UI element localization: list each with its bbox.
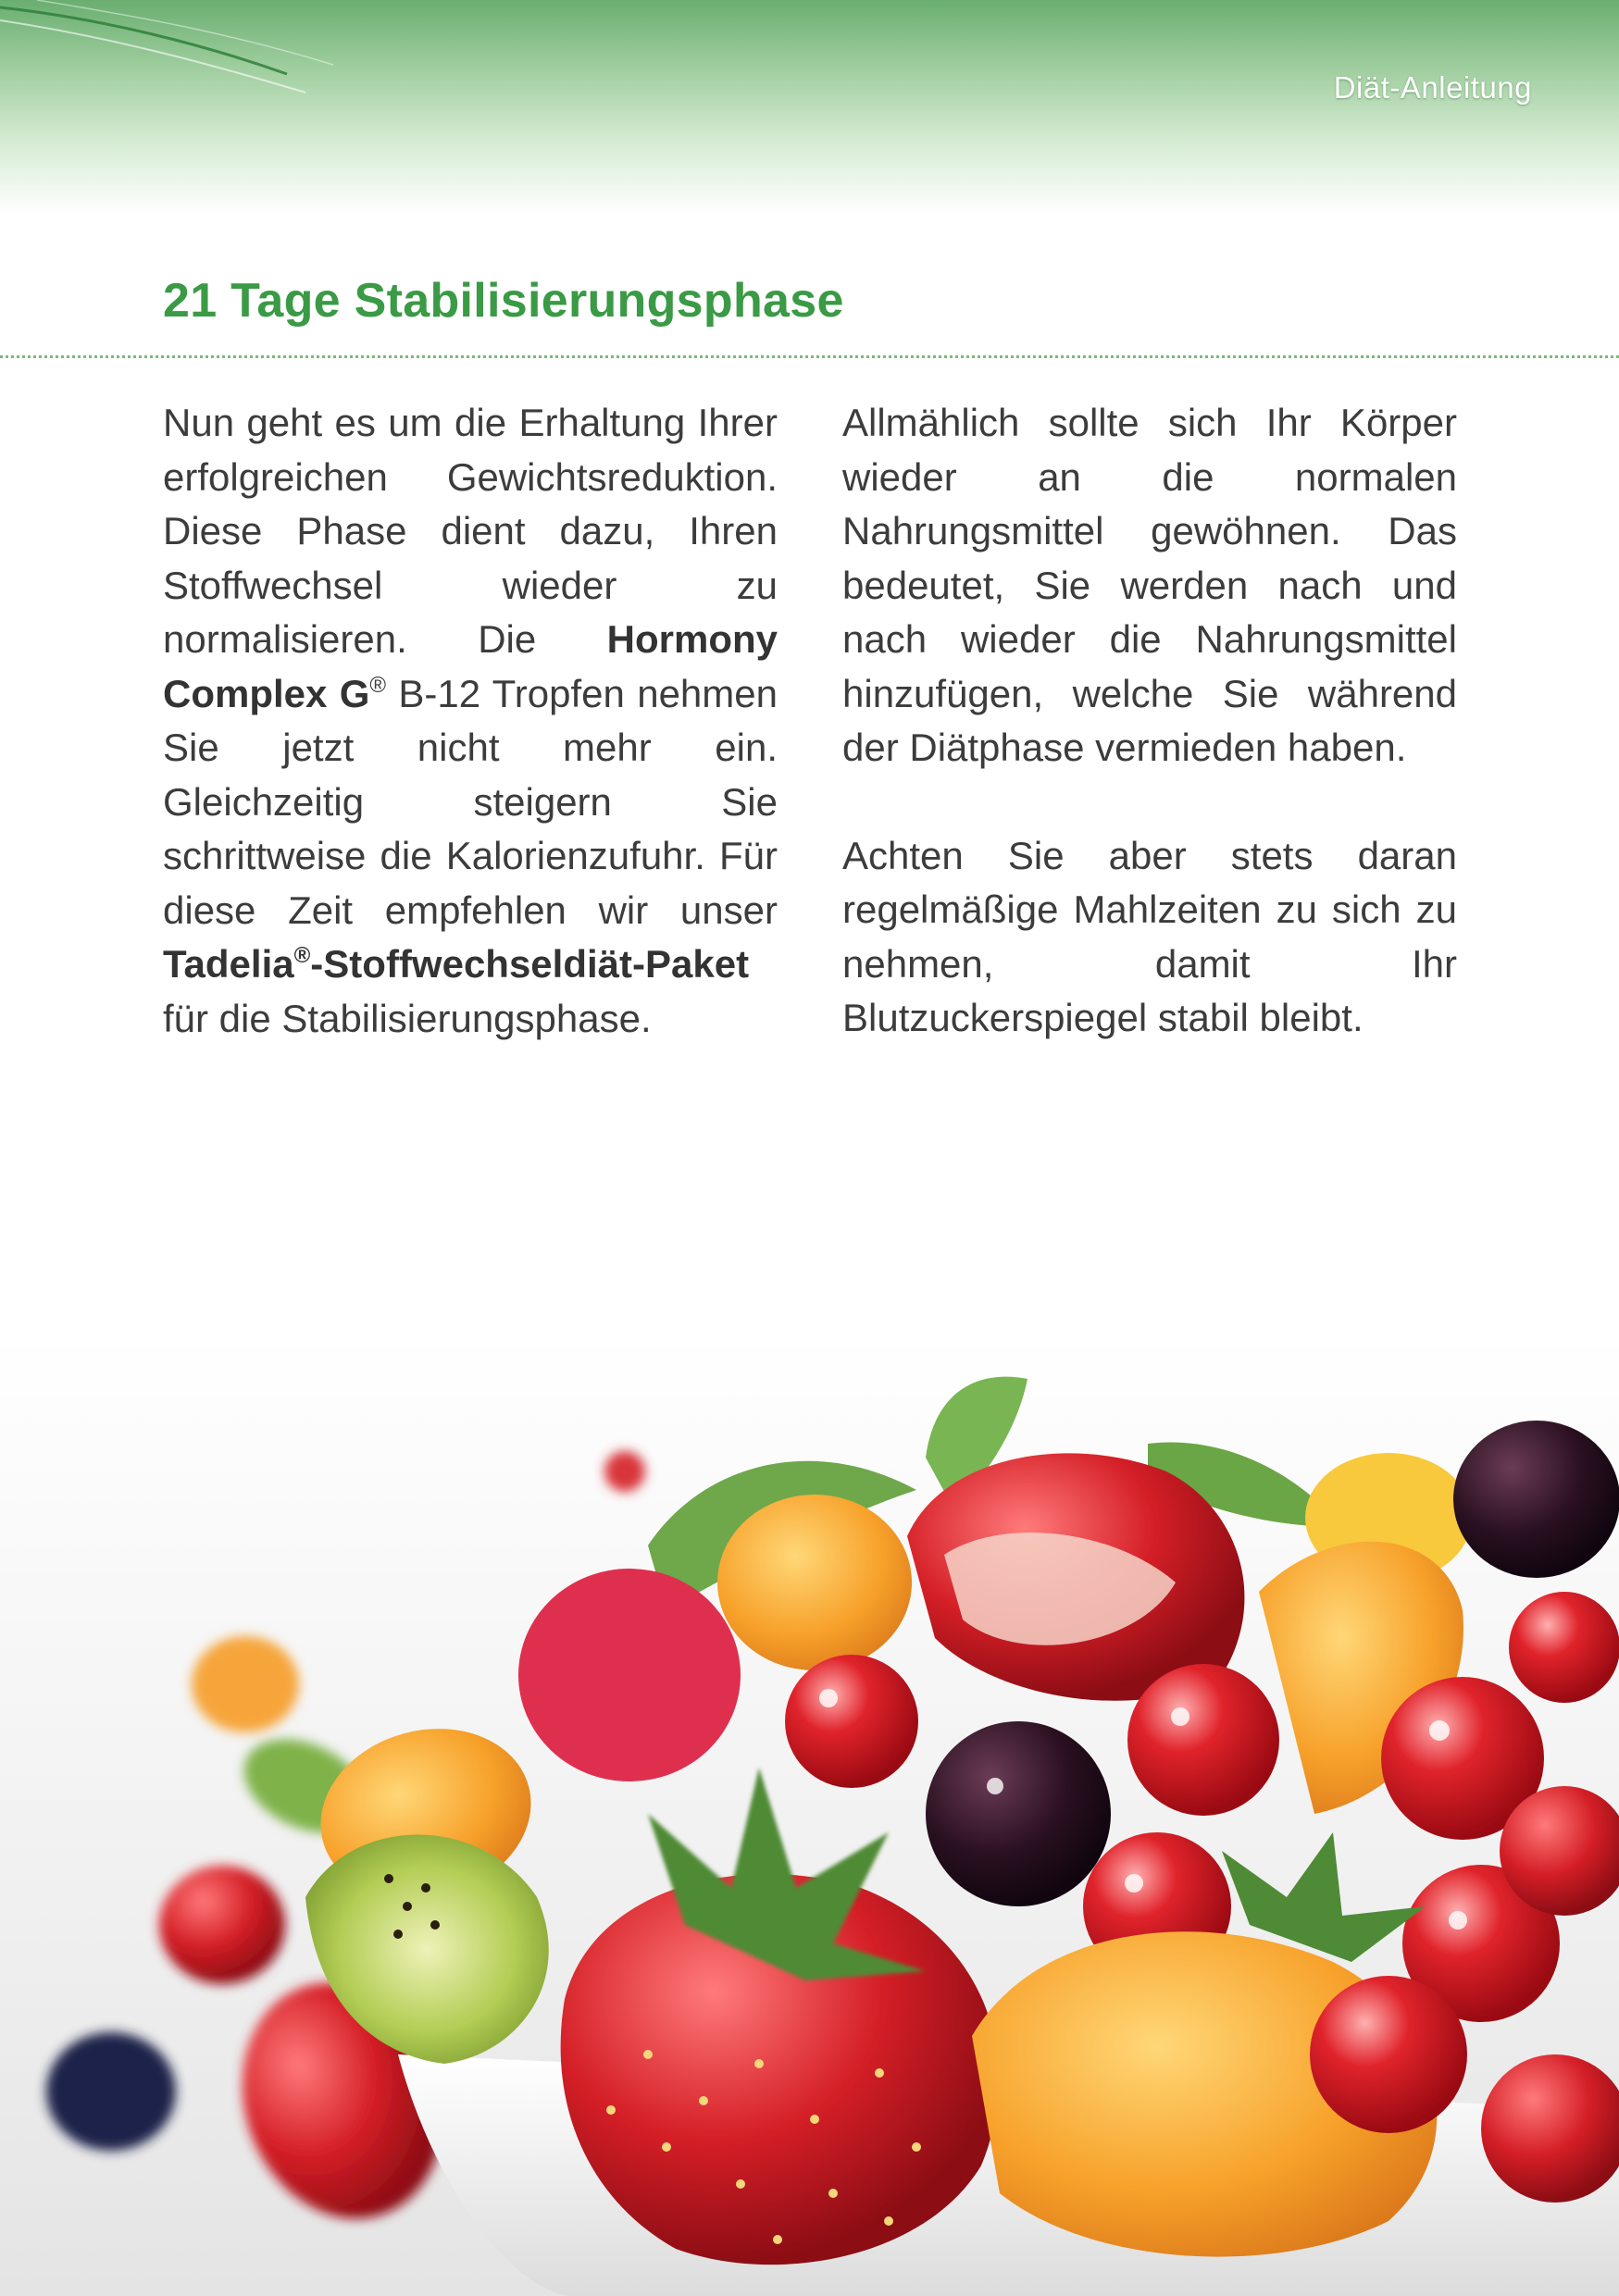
body-column-left: [163, 396, 778, 1046]
paragraph: Achten Sie aber stets daran regelmäßige Mahlzeiten zu sich zu nehmen, damit Ihr Blutzuckerspiegel stabil bleibt.: [842, 833, 1457, 1039]
registered-mark: ®: [293, 943, 311, 968]
header-swoosh: [0, 0, 389, 102]
page-title: 21 Tage Stabilisierungsphase: [163, 274, 844, 328]
brand-name: [163, 942, 749, 986]
text-run: für die Stabilisierungsphase.: [163, 996, 652, 1040]
title-divider: [0, 355, 1619, 358]
brand-name: Hormony Complex G: [163, 617, 778, 715]
text-run: B-12 Tropfen nehmen Sie jetzt nicht mehr ein. Gleichzeitig steigern Sie schrittweise die Kalorienzufuhr. Für diese Zeit empfehlen wir unser: [163, 671, 778, 932]
body-column-right: [842, 396, 1457, 1046]
brand-text: -Stoffwechseldiät-Paket: [310, 942, 750, 986]
paragraph: Allmählich sollte sich Ihr Körper wieder an die normalen Nahrungsmittel gewöhnen. Das bedeutet, Sie werden nach und nach wieder die Nahrungsmittel hinzufügen, welche Sie während der Diätphase vermieden haben.: [842, 401, 1457, 769]
paragraph: [163, 396, 778, 1046]
running-header: Diät-Anleitung: [1333, 70, 1532, 105]
text-run: Nun geht es um die Erhaltung Ihrer erfolgreichen Gewichtsreduktion. Diese Phase dient dazu, Ihren Stoffwechsel wieder zu normalisieren. Die: [163, 401, 778, 661]
registered-mark: ®: [369, 672, 387, 698]
brand-text: Tadelia: [163, 942, 294, 986]
fruit-salad-photo: [0, 1333, 1619, 2296]
